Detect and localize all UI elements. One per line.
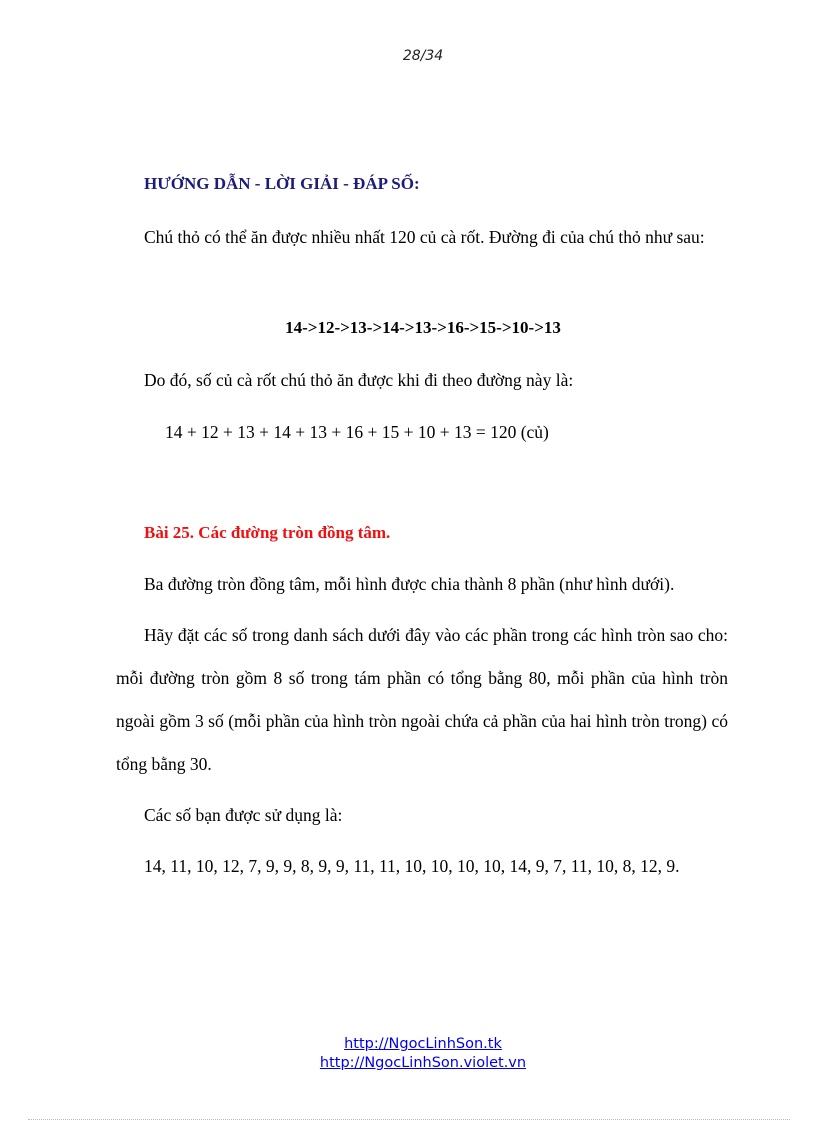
problem-heading: Bài 25. Các đường tròn đồng tâm. <box>144 523 391 542</box>
rabbit-path: 14->12->13->14->13->16->15->10->13 <box>285 318 561 337</box>
footer-link-tk[interactable]: http://NgocLinhSon.tk <box>344 1036 502 1052</box>
footer-link-2[interactable] <box>0 1055 816 1071</box>
numbers-label: Các số bạn được sử dụng là: <box>144 805 343 825</box>
footer-link-1[interactable] <box>0 1036 816 1052</box>
solution-heading: HƯỚNG DẪN - LỜI GIẢI - ĐÁP SỐ: <box>144 174 420 193</box>
conclusion-text: Do đó, số củ cà rốt chú thỏ ăn được khi đi theo đường này là: <box>144 370 574 390</box>
problem-intro: Ba đường tròn đồng tâm, mỗi hình được chia thành 8 phần (như hình dưới). <box>144 574 675 594</box>
sum-equation: 14 + 12 + 13 + 14 + 13 + 16 + 15 + 10 + 13 = 120 (củ) <box>165 422 549 442</box>
page-number: 28/34 <box>402 48 444 64</box>
numbers-list: 14, 11, 10, 12, 7, 9, 9, 8, 9, 9, 11, 11, 10, 10, 10, 10, 14, 9, 7, 11, 10, 8, 12, 9. <box>144 856 680 876</box>
problem-task: Hãy đặt các số trong danh sách dưới đây vào các phần trong các hình tròn sao cho: mỗi đường tròn gồm 8 số trong tám phần có tổng bằng 80, mỗi phần của hình tròn ngoài gồm 3 số (mỗi phần của hình tròn ngoài chứa cả phần của hai hình tròn trong) có tổng bằng 30. <box>116 625 728 774</box>
solution-text: Chú thỏ có thể ăn được nhiều nhất 120 củ cà rốt. Đường đi của chú thỏ như sau: <box>144 227 705 247</box>
footer-link-violet[interactable]: http://NgocLinhSon.violet.vn <box>319 1055 527 1071</box>
bottom-divider <box>28 1119 790 1120</box>
